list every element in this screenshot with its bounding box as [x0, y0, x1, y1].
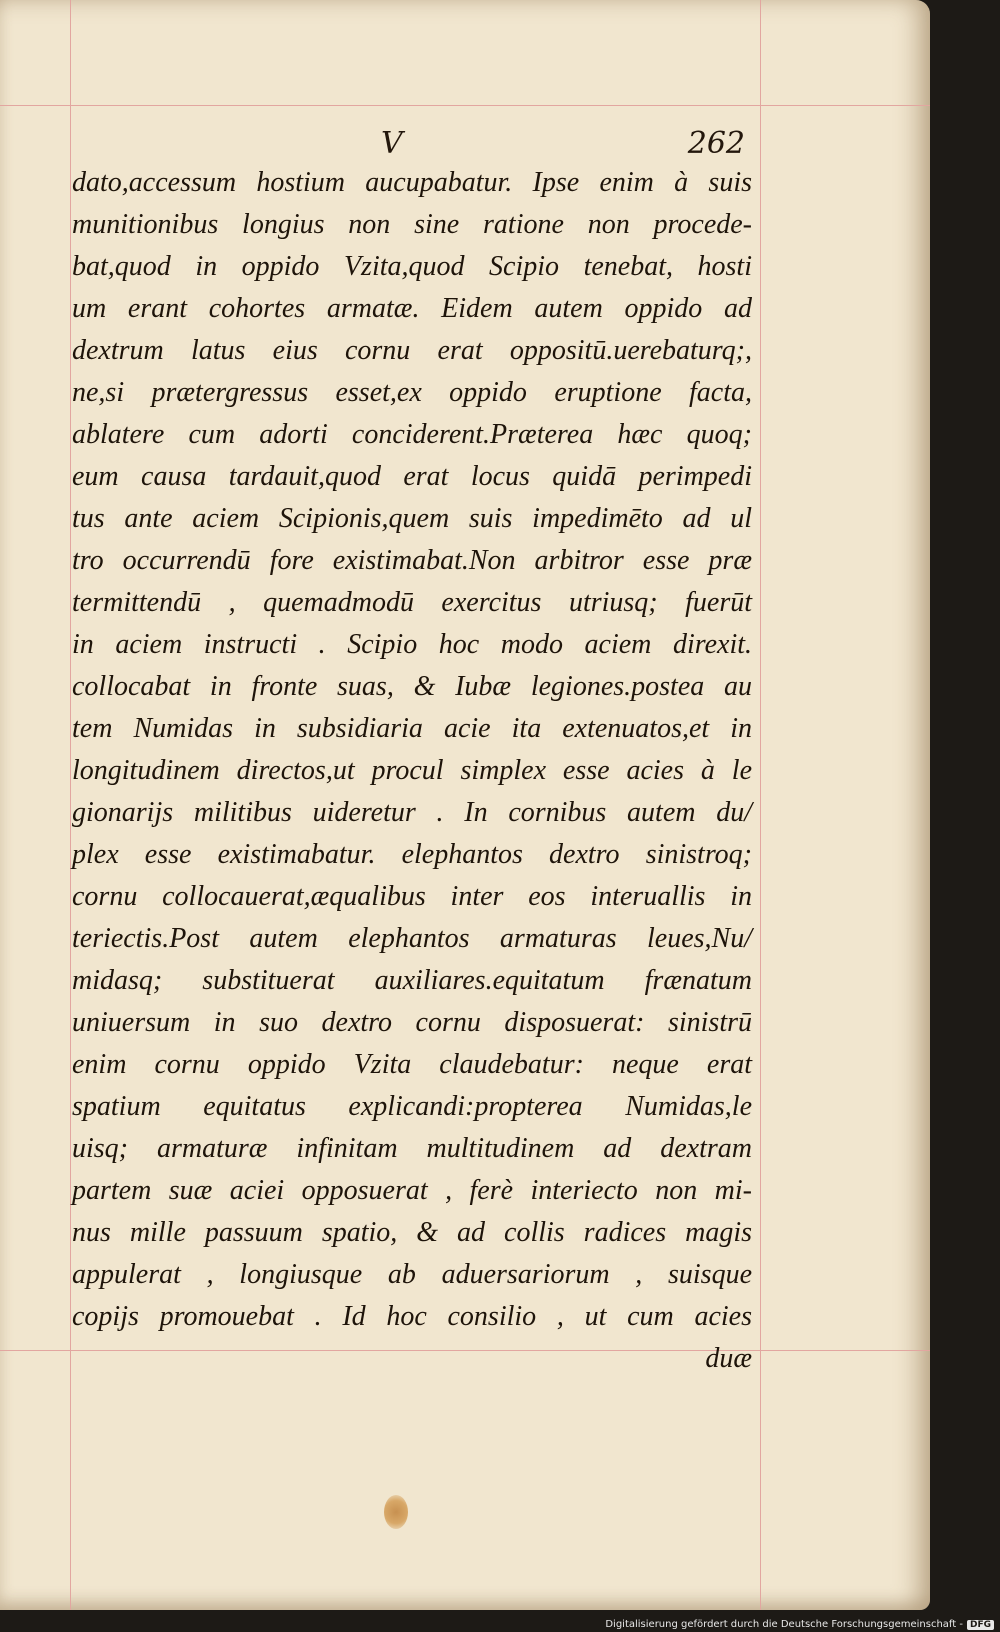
page-header	[75, 126, 745, 166]
text-line: ne,si prætergressus esset,ex oppido eruptione facta,	[72, 377, 752, 408]
text-line: longitudinem directos,ut procul simplex esse acies à le	[72, 755, 752, 786]
text-line: teriectis.Post autem elephantos armaturas leues,Nu/	[72, 923, 752, 954]
text-line: collocabat in fronte suas, & Iubæ legiones.postea au	[72, 671, 752, 702]
text-line: termittendū , quemadmodū exercitus utriusq; fuerūt	[72, 587, 752, 618]
text-line: partem suæ aciei opposuerat , ferè interiecto non mi-	[72, 1175, 752, 1206]
text-line: um erant cohortes armatæ. Eidem autem oppido ad	[72, 293, 752, 324]
text-line: bat,quod in oppido Vzita,quod Scipio tenebat, hosti	[72, 251, 752, 282]
text-line: munitionibus longius non sine ratione non procede-	[72, 209, 752, 240]
text-line: tem Numidas in subsidiaria acie ita extenuatos,et in	[72, 713, 752, 744]
margin-rule-right	[760, 0, 761, 1610]
text-line: copijs promouebat . Id hoc consilio , ut cum acies	[72, 1301, 752, 1332]
text-line: cornu collocauerat,æqualibus inter eos interuallis in	[72, 881, 752, 912]
text-line: midasq; substituerat auxiliares.equitatum frænatum	[72, 965, 752, 996]
text-line: spatium equitatus explicandi:propterea Numidas,le	[72, 1091, 752, 1122]
text-line: dato,accessum hostium aucupabatur. Ipse enim à suis	[72, 167, 752, 198]
folio-number: 262	[687, 126, 745, 161]
text-line: in aciem instructi . Scipio hoc modo aciem direxit.	[72, 629, 752, 660]
footer-credit: Digitalisierung gefördert durch die Deutsche Forschungsgemeinschaft -	[605, 1619, 963, 1630]
text-line: appulerat , longiusque ab aduersariorum , suisque	[72, 1259, 752, 1290]
signature-mark: V	[381, 126, 403, 161]
text-line: ablatere cum adorti conciderent.Præterea hæc quoq;	[72, 419, 752, 450]
text-line: plex esse existimabatur. elephantos dextro sinistroq;	[72, 839, 752, 870]
text-line: uisq; armaturæ infinitam multitudinem ad dextram	[72, 1133, 752, 1164]
text-block	[72, 162, 752, 1380]
dfg-logo-icon: DFG	[967, 1620, 994, 1630]
margin-rule-top	[0, 105, 930, 106]
paper-stain	[384, 1495, 408, 1529]
text-line: uniuersum in suo dextro cornu disposuerat: sinistrū	[72, 1007, 752, 1038]
text-line: nus mille passuum spatio, & ad collis radices magis	[72, 1217, 752, 1248]
text-line: tus ante aciem Scipionis,quem suis impedimēto ad ul	[72, 503, 752, 534]
text-line: enim cornu oppido Vzita claudebatur: neque erat	[72, 1049, 752, 1080]
text-line: dextrum latus eius cornu erat oppositū.uerebaturq;,	[72, 335, 752, 366]
digitization-footer	[605, 1619, 994, 1630]
text-line: tro occurrendū fore existimabat.Non arbitror esse præ	[72, 545, 752, 576]
text-line: eum causa tardauit,quod erat locus quidā perimpedi	[72, 461, 752, 492]
text-line: duæ	[705, 1343, 752, 1374]
margin-rule-left	[70, 0, 71, 1610]
text-line: gionarijs militibus uideretur . In cornibus autem du/	[72, 797, 752, 828]
